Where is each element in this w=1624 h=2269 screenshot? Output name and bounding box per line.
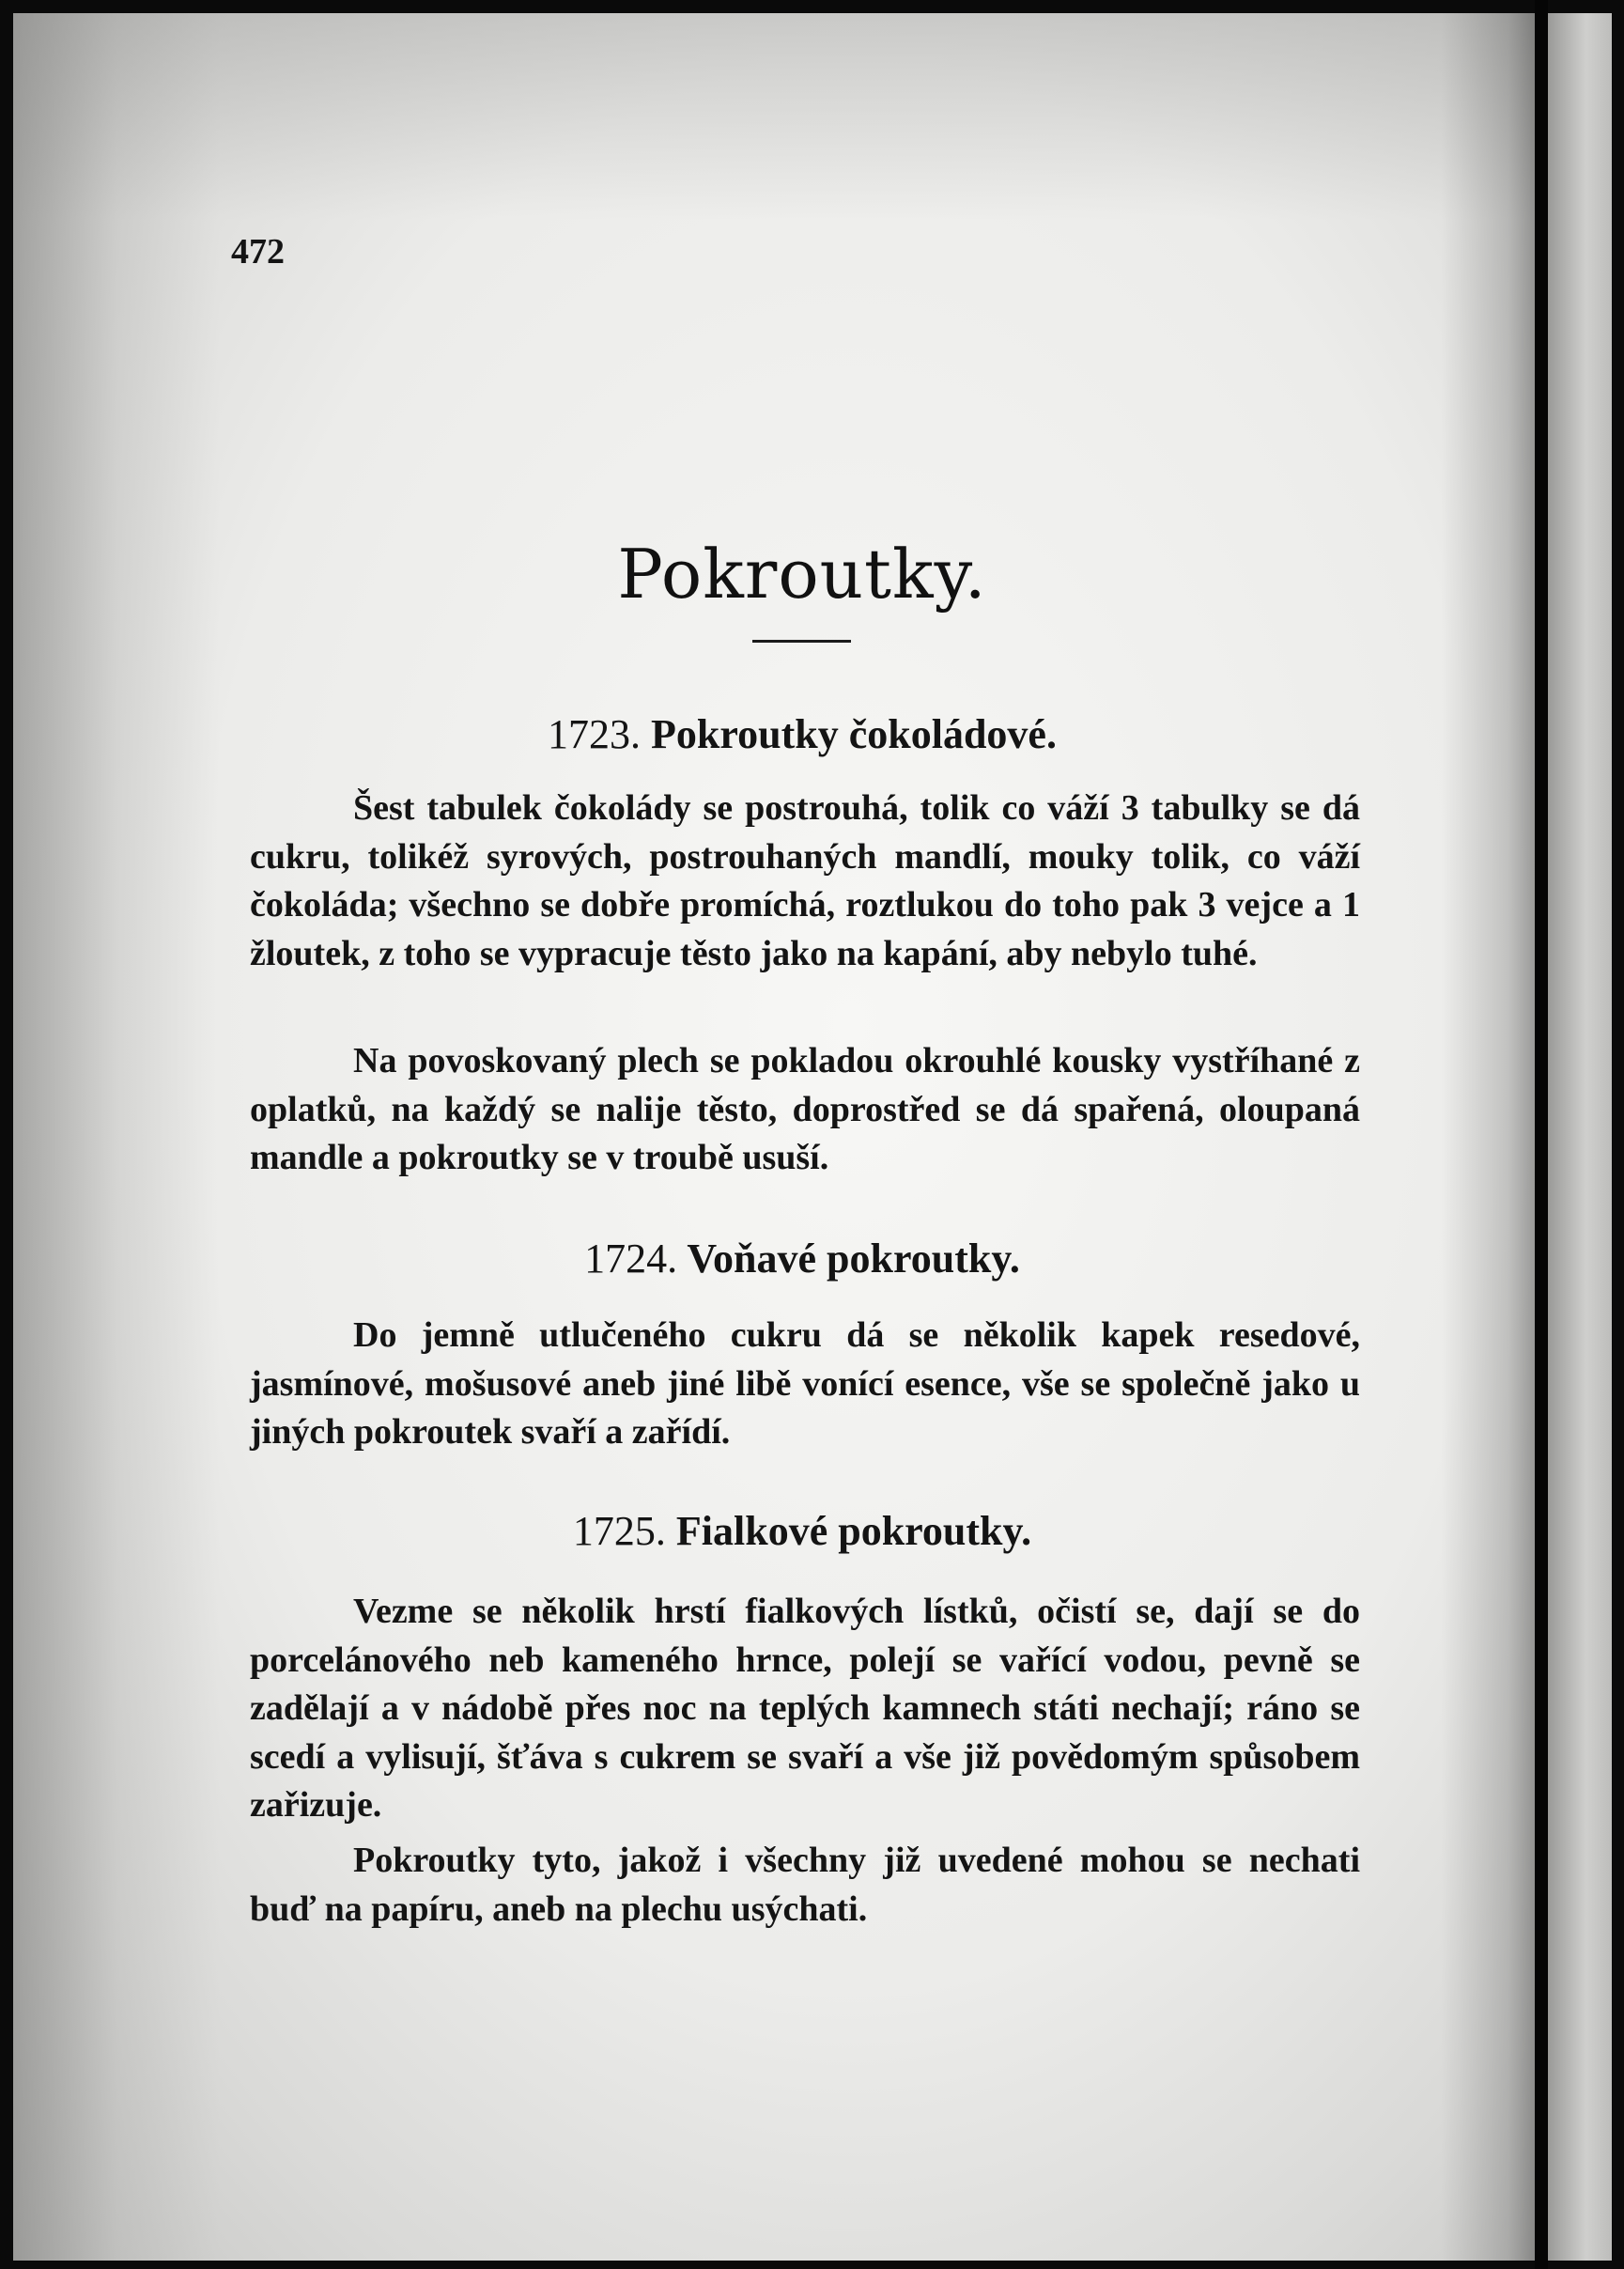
- recipe-paragraph: Do jemně utlučeného cukru dá se několik kapek resedové, jasmínové, mošusové aneb jiné libě vonící esence, vše se společně jako u jiných pokroutek svaří a zařídí.: [250, 1315, 1360, 1452]
- recipe-number: 1723.: [548, 711, 642, 757]
- book-spine: [1535, 0, 1548, 2269]
- recipe-title: Pokroutky čokoládové.: [651, 711, 1057, 757]
- recipe-heading-1724: [13, 1235, 1535, 1282]
- page-top-shading: [13, 13, 1535, 220]
- recipe-number: 1725.: [572, 1508, 666, 1554]
- recipe-paragraph: Šest tabulek čokolády se postrouhá, tolik co váží 3 tabulky se dá cukru, tolikéž syrových, postrouhaných mandlí, mouky tolik, co váží čokoláda; všechno se dobře promíchá, roztlukou do toho pak 3 vejce a 1 žloutek, z toho se vypracuje těsto jako na kapání, aby nebylo tuhé.: [250, 788, 1360, 973]
- recipe-title: Voňavé pokroutky.: [687, 1236, 1020, 1282]
- page-number: 472: [231, 232, 285, 272]
- chapter-title: Pokroutky.: [617, 535, 987, 614]
- recipe-paragraph: Pokroutky tyto, jakož i všechny již uvedené mohou se nechati buď na papíru, aneb na plechu usýchati.: [250, 1841, 1360, 1929]
- recipe-heading-1725: [13, 1507, 1535, 1555]
- gutter-shadow: [1441, 13, 1535, 2261]
- title-rule: [752, 640, 851, 643]
- facing-page-edge: [1548, 13, 1612, 2261]
- recipe-title: Fialkové pokroutky.: [675, 1508, 1032, 1554]
- page-edge-shading: [13, 13, 220, 2261]
- recipe-heading-1723: [13, 710, 1535, 758]
- recipe-paragraph: Na povoskovaný plech se pokladou okrouhlé kousky vystříhané z oplatků, na každý se nalije těsto, doprostřed se dá spařená, oloupaná mandle a pokroutky se v troubě usuší.: [250, 1041, 1360, 1177]
- recipe-number: 1724.: [584, 1236, 678, 1282]
- book-page: [13, 13, 1535, 2261]
- recipe-paragraph: Vezme se několik hrstí fialkových lístků, očistí se, dají se do porcelánového neb kameného hrnce, polejí se vařící vodou, pevně se zadělají a v nádobě přes noc na teplých kamnech státi nechají; ráno se scedí a vylisují, šťáva s cukrem se svaří a vše již povědomým spůsobem zařizuje.: [250, 1592, 1360, 1825]
